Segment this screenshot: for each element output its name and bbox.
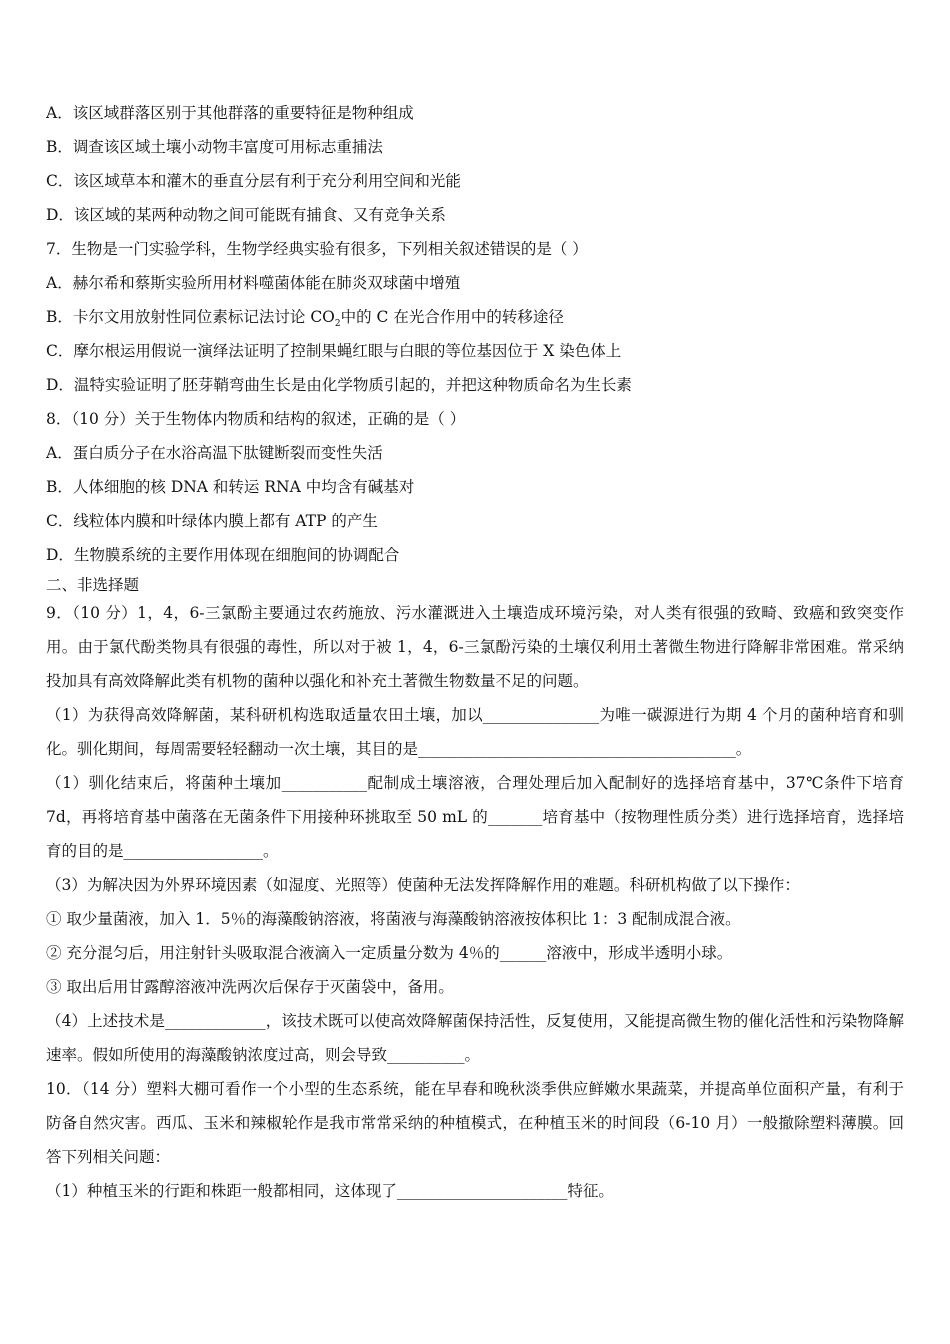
- q8-option-b: B．人体细胞的核 DNA 和转运 RNA 中均含有碱基对: [46, 478, 415, 496]
- q7-option-b-pre: B．卡尔文用放射性同位素标记法讨论 CO: [46, 308, 335, 326]
- q7-option-b-post: 中的 C 在光合作用中的转移途径: [340, 308, 564, 326]
- q7-option-b-sub: 2: [334, 319, 341, 330]
- q7-option-a: A．赫尔希和蔡斯实验所用材料噬菌体能在肺炎双球菌中增殖: [46, 274, 461, 292]
- q6-option-b: B．调查该区域土壤小动物丰富度可用标志重捕法: [46, 138, 383, 156]
- q9-part-2: （1）驯化结束后，将菌种土壤加___________配制成土壤溶液，合理处理后加入配制好的选择培育基中，37℃条件下培育 7d，再将培育基中菌落在无菌条件下用接种环挑取至 50 mL 的_______培育基中（按物理性质分类）进行选择培育，选择培育的目的是__________________。: [46, 774, 904, 860]
- q6-option-d: D．该区域的某两种动物之间可能既有捕食、又有竞争关系: [46, 206, 446, 224]
- q9-step-1: ① 取少量菌液，加入 1．5％的海藻酸钠溶液，将菌液与海藻酸钠溶液按体积比 1：3 配制成混合液。: [46, 910, 741, 928]
- q9-step-2: ② 充分混匀后，用注射针头吸取混合液滴入一定质量分数为 4％的______溶液中，形成半透明小球。: [46, 944, 733, 962]
- q9-step-3: ③ 取出后用甘露醇溶液冲洗两次后保存于灭菌袋中，备用。: [46, 978, 454, 996]
- q7-stem: 7．生物是一门实验学科，生物学经典实验有很多，下列相关叙述错误的是（ ）: [46, 240, 588, 258]
- q8-stem: 8．（10 分）关于生物体内物质和结构的叙述，正确的是（ ）: [46, 410, 466, 428]
- q9-part-3: （3）为解决因为外界环境因素（如湿度、光照等）使菌种无法发挥降解作用的难题。科研机构做了以下操作：: [46, 876, 800, 894]
- q10-part-1: （1）种植玉米的行距和株距一般都相同，这体现了______________________特征。: [46, 1182, 614, 1200]
- q9-part-4: （4）上述技术是_____________，该技术既可以使高效降解菌保持活性，反复使用，又能提高微生物的催化活性和污染物降解速率。假如所使用的海藻酸钠浓度过高，则会导致__________。: [46, 1012, 904, 1064]
- q9-part-1: （1）为获得高效降解菌，某科研机构选取适量农田土壤，加以_______________为唯一碳源进行为期 4 个月的菌种培育和驯化。驯化期间，每周需要轻轻翻动一次土壤，其目的是_________________________________________。: [46, 706, 904, 758]
- q8-option-a: A．蛋白质分子在水浴高温下肽键断裂而变性失活: [46, 444, 383, 462]
- section-heading: 二、非选择题: [46, 576, 140, 594]
- q8-option-d: D．生物膜系统的主要作用体现在细胞间的协调配合: [46, 546, 400, 564]
- document-page: [46, 96, 904, 1208]
- q6-option-a: A．该区域群落区别于其他群落的重要特征是物种组成: [46, 104, 414, 122]
- q7-option-d: D．温特实验证明了胚芽鞘弯曲生长是由化学物质引起的，并把这种物质命名为生长素: [46, 376, 632, 394]
- q10-intro: 10．（14 分）塑料大棚可看作一个小型的生态系统，能在早春和晚秋淡季供应鲜嫩水果蔬菜，并提高单位面积产量，有利于防备自然灾害。西瓜、玉米和辣椒轮作是我市常常采纳的种植模式，在种植玉米的时间段（6-10 月）一般撤除塑料薄膜。回答下列相关问题：: [46, 1080, 904, 1166]
- q8-option-c: C．线粒体内膜和叶绿体内膜上都有 ATP 的产生: [46, 512, 378, 530]
- q6-option-c: C．该区域草本和灌木的垂直分层有利于充分利用空间和光能: [46, 172, 461, 190]
- q7-option-b: [46, 300, 904, 334]
- q9-intro: 9．（10 分）1，4，6-三氯酚主要通过农药施放、污水灌溉进入土壤造成环境污染，对人类有很强的致畸、致癌和致突变作用。由于氯代酚类物具有很强的毒性，所以对于被 1，4，6-三氯酚污染的土壤仅利用土著微生物进行降解非常困难。常采纳投加具有高效降解此类有机物的菌种以强化和补充土著微生物数量不足的问题。: [46, 604, 904, 690]
- q7-option-c: C．摩尔根运用假说一演绎法证明了控制果蝇红眼与白眼的等位基因位于 X 染色体上: [46, 342, 622, 360]
